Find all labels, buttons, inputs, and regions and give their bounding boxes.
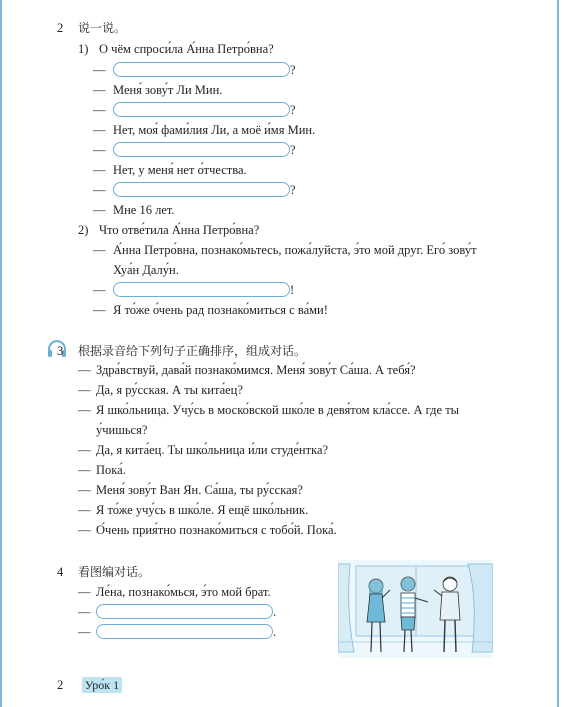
dash: — [93,103,106,117]
exercise-2-number: 2 [57,21,64,35]
blank-punctuation: ! [290,283,295,297]
question-2-label: 2) [78,223,89,237]
exercise-3-title: 根据录音给下列句子正确排序，组成对话。 [78,344,307,358]
question-2-text: Что отве́тила А́нна Петро́вна? [99,223,260,237]
blank-punctuation: ? [290,103,296,117]
dialogue-line: Ле́на, познако́мься, э́то мой брат. [96,585,271,599]
page-number: 2 [57,678,64,692]
blank-punctuation: . [273,625,277,639]
dash: — [78,483,91,497]
exercise-2-title: 说一说。 [78,21,127,35]
answer-blank[interactable] [113,182,290,197]
dash: — [78,585,91,599]
dialogue-line: Нет, у меня́ нет о́тчества. [113,163,247,177]
dash: — [93,283,106,297]
answer-blank[interactable] [113,62,290,77]
dialogue-line: Здра́вствуй, дава́й познако́мимся. Меня́ зову́т Са́ша. А тебя́? [96,363,416,377]
dash: — [78,625,91,639]
dash: — [93,303,106,317]
dash: — [93,63,106,77]
dash: — [93,83,106,97]
answer-blank[interactable] [96,624,273,639]
page-frame-left [0,0,2,707]
answer-blank[interactable] [96,604,273,619]
dash: — [78,463,91,477]
dash: — [78,605,91,619]
dialogue-line: Я шко́льница. Учу́сь в моско́вской шко́ле в девя́том кла́ссе. А где ты [96,403,460,417]
exercise-4-title: 看图编对话。 [78,565,151,579]
dash: — [78,363,91,377]
dash: — [93,143,106,157]
dash: — [93,243,106,257]
dialogue-line: Нет, моя́ фами́лия Ли, а моё и́мя Мин. [113,123,316,137]
exercise-4-number: 4 [57,565,64,579]
dash: — [93,123,106,137]
dash: — [93,203,106,217]
blank-punctuation: . [273,605,277,619]
dash: — [93,183,106,197]
dialogue-line: Пока́. [96,463,126,477]
dialogue-line: А́нна Петро́вна, познако́мьтесь, пожа́луйста, э́то мой друг. Его́ зову́т [113,243,477,257]
dash: — [93,163,106,177]
answer-blank[interactable] [113,142,290,157]
question-1-text: О чём спроси́ла А́нна Петро́вна? [99,42,274,56]
page-frame-right [557,0,559,707]
dash: — [78,503,91,517]
blank-punctuation: ? [290,143,296,157]
dialogue-line-continued: Хуа́н Далу́н. [113,263,179,277]
dialogue-line: Меня́ зову́т Ли Мин. [113,83,223,97]
blank-punctuation: ? [290,183,296,197]
dash: — [78,443,91,457]
dash: — [78,403,91,417]
question-1-label: 1) [78,42,89,56]
dash: — [78,383,91,397]
exercise-3-number: 3 [57,344,64,358]
lesson-badge: Уро́к 1 [82,677,122,693]
dialogue-line-continued: у́чишься? [96,423,148,437]
dialogue-line: Я то́же учу́сь в шко́ле. Я ещё шко́льник. [96,503,309,517]
dialogue-line: О́чень прия́тно познако́миться с тобо́й. Пока́. [96,523,337,537]
dialogue-line: Я то́же о́чень рад познако́миться с ва́ми! [113,303,328,317]
answer-blank[interactable] [113,102,290,117]
blank-punctuation: ? [290,63,296,77]
dialogue-line: Да, я кита́ец. Ты шко́льница и́ли студе́нтка? [96,443,329,457]
dialogue-line: Меня́ зову́т Ван Ян. Са́ша, ты ру́сская? [96,483,303,497]
dash: — [78,523,91,537]
dialogue-line: Да, я ру́сская. А ты кита́ец? [96,383,243,397]
dialogue-line: Мне 16 лет. [113,203,175,217]
answer-blank[interactable] [113,282,290,297]
three-teens-illustration [338,560,493,658]
